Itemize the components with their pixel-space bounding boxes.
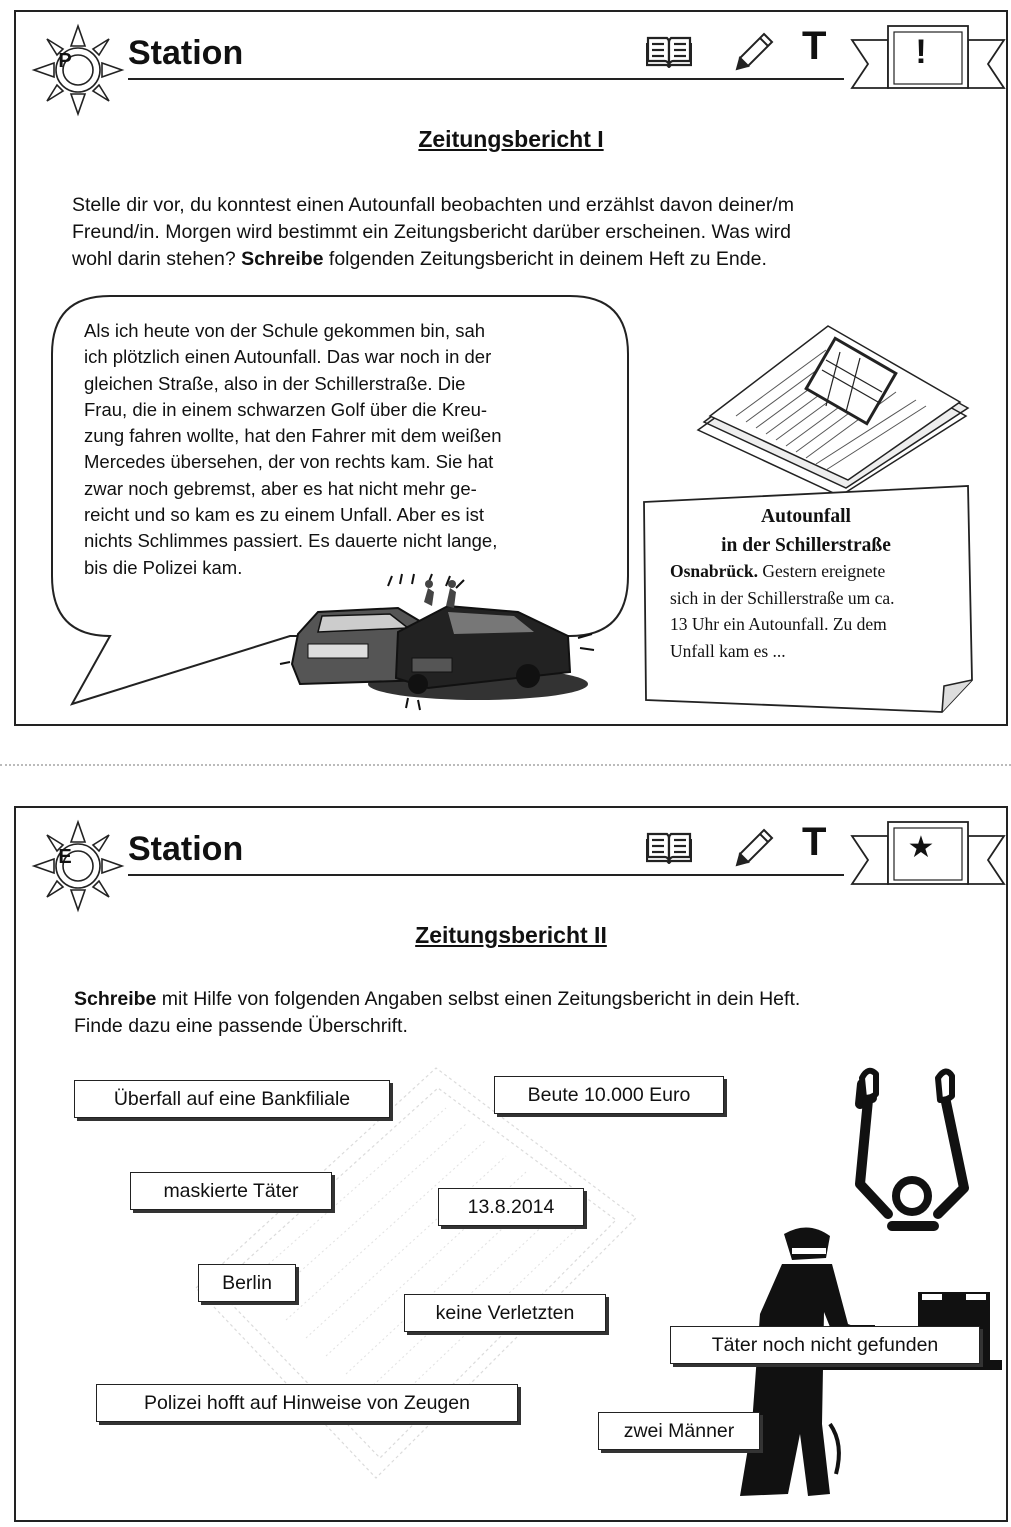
bubble-line: Frau, die in einem schwarzen Golf über die Kreu- bbox=[84, 398, 488, 420]
bubble-line: Mercedes übersehen, der von rechts kam. Sie hat bbox=[84, 451, 494, 473]
info-label-date: 13.8.2014 bbox=[438, 1188, 584, 1226]
intro-line: Finde dazu eine passende Überschrift. bbox=[74, 1015, 408, 1037]
bubble-line: ich plötzlich einen Autounfall. Das war noch in der bbox=[84, 346, 492, 368]
station-title: Station bbox=[128, 34, 244, 72]
news-line bbox=[670, 558, 970, 585]
station-heading: Zeitungsbericht I bbox=[418, 126, 604, 152]
news-headline-line: Autounfall bbox=[761, 506, 851, 527]
intro-text: mit Hilfe von folgenden Angaben selbst einen Zeitungsbericht in dein Heft. bbox=[156, 988, 801, 1010]
newspaper-illustration bbox=[676, 312, 976, 502]
station-card-p bbox=[14, 10, 1008, 726]
bubble-line: zung fahren wollte, hat den Fahrer mit dem weißen bbox=[84, 425, 502, 447]
info-label-witnesses: Polizei hofft auf Hinweise von Zeugen bbox=[96, 1384, 518, 1422]
station-title: Station bbox=[128, 830, 244, 868]
bubble-line: Als ich heute von der Schule gekommen bin, sah bbox=[84, 320, 486, 341]
intro-paragraph bbox=[74, 986, 984, 1040]
bubble-line: bis die Polizei kam. bbox=[84, 556, 243, 578]
info-label-bank: Überfall auf eine Bankfiliale bbox=[74, 1080, 390, 1118]
info-label-injured: keine Verletzten bbox=[404, 1294, 606, 1332]
intro-paragraph bbox=[72, 192, 982, 273]
station-card-e bbox=[14, 806, 1008, 1522]
ribbon-symbol: ★ bbox=[907, 831, 935, 864]
news-line: sich in der Schillerstraße um ca. bbox=[670, 587, 895, 608]
bubble-line: zwar noch gebremst, aber es hat nicht mehr ge- bbox=[84, 477, 477, 499]
intro-line bbox=[72, 246, 982, 273]
intro-line bbox=[74, 986, 984, 1013]
news-line: 13 Uhr ein Autounfall. Zu dem bbox=[670, 614, 887, 634]
intro-text: wohl darin stehen? bbox=[72, 248, 242, 270]
sun-letter: P bbox=[58, 50, 72, 72]
sun-letter: E bbox=[58, 846, 72, 868]
news-headline bbox=[656, 502, 956, 560]
intro-bold-word: Schreibe bbox=[241, 248, 324, 270]
info-label-city: Berlin bbox=[198, 1264, 296, 1302]
pencil-icon bbox=[734, 30, 776, 72]
sun-icon bbox=[30, 818, 126, 914]
news-dateline: Osnabrück. bbox=[670, 561, 759, 581]
info-label-not-found: Täter noch nicht gefunden bbox=[670, 1326, 980, 1364]
cut-line-divider bbox=[0, 764, 1011, 766]
ribbon-symbol: ! bbox=[915, 33, 927, 71]
title-rule bbox=[128, 78, 844, 80]
title-rule bbox=[128, 874, 844, 876]
bubble-line: nichts Schlimmes passiert. Es dauerte nicht lange, bbox=[84, 530, 498, 552]
news-text: Gestern ereignete bbox=[758, 561, 886, 581]
text-t-icon: T bbox=[802, 24, 827, 68]
pencil-icon bbox=[734, 826, 776, 868]
intro-bold-word: Schreibe bbox=[74, 988, 157, 1010]
info-label-masked: maskierte Täter bbox=[130, 1172, 332, 1210]
news-body bbox=[670, 558, 970, 664]
book-icon bbox=[646, 830, 692, 864]
news-headline-line: in der Schillerstraße bbox=[721, 535, 891, 556]
intro-line: Stelle dir vor, du konntest einen Autounfall beobachten und erzählst davon deiner/m bbox=[72, 194, 794, 216]
station-heading: Zeitungsbericht II bbox=[415, 922, 607, 948]
text-t-icon: T bbox=[802, 820, 827, 864]
book-icon bbox=[646, 34, 692, 68]
bubble-text bbox=[84, 318, 594, 581]
info-label-two-men: zwei Männer bbox=[598, 1412, 760, 1450]
intro-text: folgenden Zeitungsbericht in deinem Heft zu Ende. bbox=[323, 248, 767, 270]
intro-line: Freund/in. Morgen wird bestimmt ein Zeitungsbericht darüber erscheinen. Was wird bbox=[72, 221, 791, 243]
news-line: Unfall kam es ... bbox=[670, 640, 786, 661]
bubble-line: gleichen Straße, also in der Schillerstraße. Die bbox=[84, 372, 466, 394]
sun-icon bbox=[30, 22, 126, 118]
info-label-loot: Beute 10.000 Euro bbox=[494, 1076, 724, 1114]
car-crash-illustration bbox=[278, 572, 598, 712]
bubble-line: reicht und so kam es zu einem Unfall. Aber es ist bbox=[84, 504, 484, 526]
